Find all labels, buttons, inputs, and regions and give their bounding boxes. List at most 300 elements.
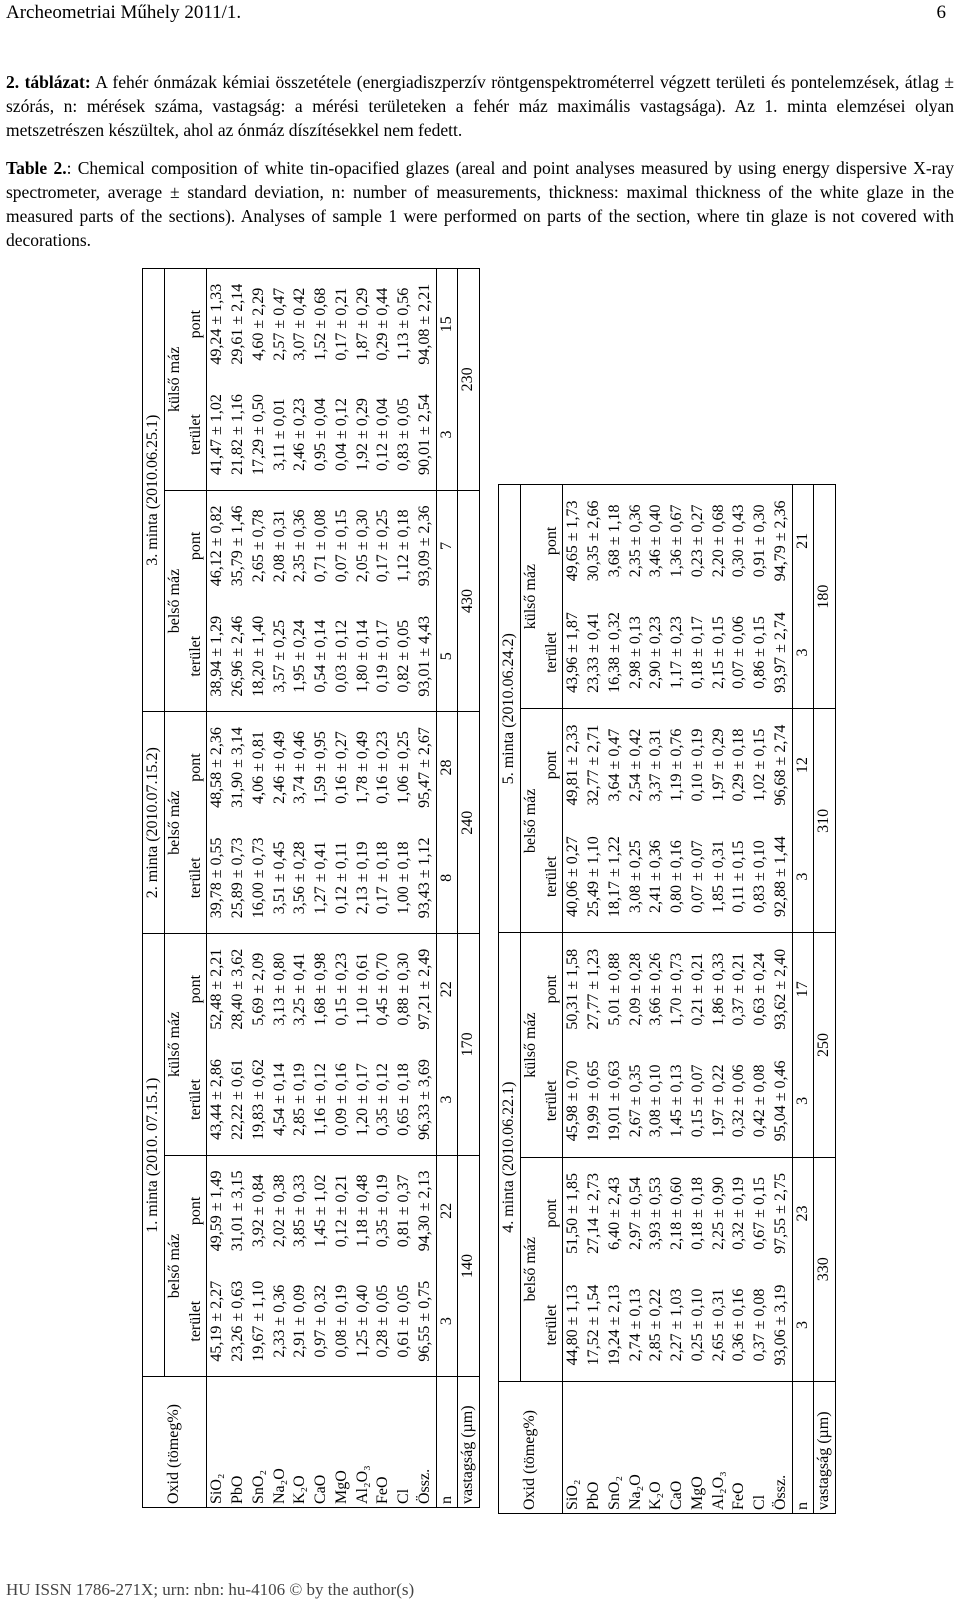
outer-glaze-header: külső máz [165, 346, 183, 413]
table-row [207, 269, 228, 1508]
data-cell: 3,68 ± 1,18 [605, 504, 623, 578]
data-cell: 3,66 ± 0,26 [646, 933, 667, 1045]
data-cell: 0,42 ± 0,08 [751, 1064, 768, 1138]
area-header: terület [542, 597, 563, 709]
n-cell: 17 [792, 933, 814, 1045]
data-cell: 19,01 ± 0,63 [605, 1060, 623, 1142]
data-cell: 44,80 ± 1,13 [564, 1284, 582, 1366]
data-cell: 0,07 ± 0,06 [730, 616, 748, 689]
sample-title: 4. minta (2010.06.22.1) [499, 933, 521, 1381]
n-cell: 3 [792, 821, 814, 933]
data-cell: 1,85 ± 0,31 [709, 840, 727, 914]
data-cell: 0,35 ± 0,12 [374, 1063, 392, 1136]
data-cell: 4,60 ± 2,29 [249, 287, 267, 361]
thickness-cell: 330 [814, 1157, 836, 1381]
data-cell: 1,16 ± 0,12 [312, 1063, 329, 1136]
data-cell: 0,95 ± 0,04 [312, 398, 329, 471]
data-cell: 1,45 ± 1,02 [311, 1155, 332, 1266]
data-cell: 1,25 ± 0,40 [353, 1284, 371, 1358]
data-cell: 0,07 ± 0,07 [688, 840, 706, 914]
data-cell: 3,57 ± 0,25 [270, 619, 288, 693]
thickness-cell: 240 [458, 712, 480, 934]
data-cell: 6,40 ± 2,43 [605, 1157, 626, 1269]
data-cell: 2,02 ± 0,38 [270, 1155, 291, 1266]
table-row [771, 485, 792, 1514]
data-cell: 1,02 ± 0,15 [750, 709, 771, 821]
data-cell: 2,20 ± 0,68 [709, 504, 727, 578]
data-cell: 16,00 ± 0,73 [249, 837, 267, 919]
data-cell: 0,11 ± 0,15 [730, 840, 748, 913]
data-cell: 0,17 ± 0,18 [374, 841, 392, 915]
area-header: terület [186, 601, 207, 712]
thickness-cell: 250 [814, 933, 836, 1157]
data-cell: 1,78 ± 0,49 [353, 712, 374, 823]
table-row [584, 485, 605, 1514]
row-label: FeO [373, 1377, 394, 1508]
data-cell: 0,37 ± 0,08 [751, 1288, 768, 1362]
data-cell: 48,58 ± 2,36 [207, 712, 228, 823]
area-header: terület [186, 1044, 207, 1155]
point-header: pont [186, 934, 207, 1045]
n-cell: 3 [436, 1266, 458, 1377]
thickness-label: vastagság (µm) [458, 1377, 480, 1508]
data-cell: 2,90 ± 0,23 [647, 616, 665, 689]
row-label: MgO [688, 1381, 709, 1513]
data-cell: 0,29 ± 0,18 [729, 709, 750, 821]
data-cell: 0,32 ± 0,19 [729, 1157, 750, 1269]
data-cell: 5,01 ± 0,88 [605, 933, 626, 1045]
data-cell: 0,12 ± 0,21 [332, 1155, 353, 1266]
data-cell: 1,52 ± 0,68 [312, 287, 329, 361]
data-cell: 2,35 ± 0,36 [626, 504, 644, 578]
n-cell: 21 [792, 485, 814, 597]
data-cell: 93,62 ± 2,40 [771, 933, 792, 1045]
table-row [667, 485, 688, 1514]
n-cell: 3 [436, 1044, 458, 1155]
data-cell: 0,17 ± 0,21 [332, 287, 350, 361]
row-label: Össz. [415, 1377, 436, 1508]
data-cell: 2,35 ± 0,36 [290, 490, 311, 601]
data-cell: 0,25 ± 0,10 [688, 1288, 706, 1362]
data-cell: 29,61 ± 2,14 [229, 283, 246, 365]
data-cell: 0,04 ± 0,12 [332, 398, 350, 471]
data-table [498, 484, 836, 1514]
data-cell: 1,10 ± 0,61 [353, 934, 374, 1045]
point-header: pont [186, 712, 207, 823]
data-cell: 31,90 ± 3,14 [228, 712, 249, 823]
data-cell: 3,13 ± 0,80 [270, 934, 291, 1045]
thickness-cell: 430 [458, 490, 480, 712]
data-cell: 23,26 ± 0,63 [229, 1280, 246, 1362]
data-cell: 0,07 ± 0,15 [332, 490, 353, 601]
data-cell: 1,92 ± 0,29 [353, 398, 371, 471]
oxid-header: Oxid (tömeg%) [499, 1381, 563, 1513]
table-row [563, 485, 584, 1514]
n-cell: 12 [792, 709, 814, 821]
data-cell: 95,47 ± 2,67 [415, 712, 436, 823]
data-cell: 41,47 ± 1,02 [208, 394, 226, 475]
data-cell: 93,06 ± 3,19 [771, 1284, 789, 1366]
data-cell: 0,09 ± 0,16 [332, 1063, 350, 1136]
data-cell: 40,06 ± 0,27 [564, 836, 582, 918]
data-cell: 90,01 ± 2,54 [415, 394, 433, 475]
point-header: pont [542, 709, 563, 821]
row-label: Na₂O [270, 1377, 291, 1508]
data-cell: 0,61 ± 0,05 [395, 1284, 412, 1358]
data-cell: 0,35 ± 0,19 [373, 1155, 394, 1266]
caption-english-text: : Chemical composition of white tin-opacified glazes (areal and point analyses measured by using energy dispersive X-ray spectrometer, average ± standard deviation, n: number of measurements, thickness: maximal thickness of the white glaze in the measured parts of the sections). Analyses of sample 1 were performed on parts of the section, where tin glaze is not covered with decorations. [6, 158, 954, 250]
outer-glaze-header: külső máz [520, 933, 541, 1157]
data-cell: 49,24 ± 1,33 [208, 283, 226, 365]
journal-header: Archeometriai Műhely 2011/1. [6, 2, 242, 23]
data-cell: 2,57 ± 0,47 [270, 287, 288, 361]
data-cell: 3,93 ± 0,53 [646, 1157, 667, 1269]
data-cell: 49,65 ± 1,73 [564, 500, 582, 582]
data-cell: 2,74 ± 0,13 [626, 1288, 644, 1362]
data-cell: 0,18 ± 0,18 [688, 1157, 709, 1269]
data-cell: 19,83 ± 0,62 [249, 1059, 267, 1140]
data-cell: 2,85 ± 0,19 [291, 1063, 309, 1136]
data-cell: 2,98 ± 0,13 [626, 616, 644, 689]
table-row [373, 269, 394, 1508]
data-cell: 0,97 ± 0,32 [312, 1284, 329, 1358]
data-cell: 1,97 ± 0,22 [709, 1064, 727, 1138]
data-cell: 0,19 ± 0,17 [374, 619, 392, 693]
data-cell: 0,81 ± 0,37 [394, 1155, 415, 1266]
table-row [605, 485, 626, 1514]
data-cell: 46,12 ± 0,82 [207, 490, 228, 601]
table-samples-4-5 [498, 484, 836, 1514]
table-samples-1-3 [142, 268, 480, 1508]
row-label: CaO [311, 1377, 332, 1508]
row-label: CaO [667, 1381, 688, 1513]
data-cell: 0,45 ± 0,70 [373, 934, 394, 1045]
data-cell: 3,56 ± 0,28 [291, 841, 309, 915]
data-cell: 0,65 ± 0,18 [395, 1063, 412, 1136]
data-cell: 1,19 ± 0,76 [667, 709, 688, 821]
oxid-header: Oxid (tömeg%) [143, 1377, 207, 1508]
data-cell: 2,33 ± 0,36 [270, 1284, 288, 1358]
data-cell: 0,10 ± 0,19 [688, 709, 709, 821]
data-cell: 96,33 ± 3,69 [415, 1059, 433, 1140]
data-cell: 0,82 ± 0,05 [395, 619, 412, 693]
row-label: SnO₂ [249, 1377, 270, 1508]
data-cell: 18,20 ± 1,40 [249, 615, 267, 697]
table-samples-1-3-wrapper [142, 268, 477, 1508]
caption-english-label: Table 2. [6, 158, 67, 178]
data-cell: 25,49 ± 1,10 [585, 836, 602, 918]
caption-english [6, 156, 954, 252]
table-row [626, 485, 647, 1514]
data-cell: 43,96 ± 1,87 [564, 612, 582, 693]
data-cell: 0,36 ± 0,16 [730, 1288, 748, 1362]
data-cell: 1,68 ± 0,98 [311, 934, 332, 1045]
data-cell: 1,06 ± 0,25 [394, 712, 415, 823]
n-cell: 23 [792, 1157, 814, 1269]
data-cell: 2,85 ± 0,22 [647, 1288, 665, 1362]
data-cell: 1,45 ± 0,13 [668, 1064, 685, 1138]
data-cell: 26,96 ± 2,46 [229, 615, 246, 697]
data-cell: 97,55 ± 2,75 [771, 1157, 792, 1269]
data-cell: 92,88 ± 1,44 [771, 836, 789, 918]
data-cell: 16,38 ± 0,32 [605, 612, 623, 693]
data-cell: 93,97 ± 2,74 [771, 612, 789, 693]
data-cell: 1,17 ± 0,23 [668, 616, 685, 689]
point-header: pont [186, 1155, 207, 1266]
table-row [353, 269, 374, 1508]
point-header: pont [542, 933, 563, 1045]
data-cell: 2,54 ± 0,42 [626, 709, 647, 821]
data-cell: 27,77 ± 1,23 [584, 933, 605, 1045]
data-cell: 3,37 ± 0,31 [646, 709, 667, 821]
area-header: terület [186, 1266, 207, 1377]
row-label: PbO [228, 1377, 249, 1508]
data-cell: 93,09 ± 2,36 [415, 490, 436, 601]
point-header: pont [542, 485, 563, 597]
footer-issn: HU ISSN 1786-271X; urn: nbn: hu-4106 © by the author(s) [6, 1580, 415, 1599]
data-cell: 32,77 ± 2,71 [584, 709, 605, 821]
n-cell: 28 [436, 712, 458, 823]
thickness-cell: 170 [458, 934, 480, 1156]
row-label: PbO [584, 1381, 605, 1513]
data-cell: 0,91 ± 0,30 [751, 504, 768, 578]
data-cell: 0,15 ± 0,07 [688, 1064, 706, 1138]
table-row [249, 269, 270, 1508]
sample-title: 1. minta (2010. 07.15.1) [143, 934, 165, 1377]
data-cell: 2,27 ± 1,03 [668, 1288, 685, 1362]
area-header: terület [542, 1045, 563, 1157]
data-cell: 0,23 ± 0,27 [688, 504, 706, 578]
data-cell: 23,33 ± 0,41 [585, 612, 602, 693]
data-cell: 2,97 ± 0,54 [626, 1157, 647, 1269]
inner-glaze-header: belső máz [164, 712, 185, 934]
data-cell: 0,30 ± 0,43 [730, 504, 748, 578]
data-cell: 19,67 ± 1,10 [249, 1280, 267, 1362]
data-table [142, 268, 480, 1508]
data-cell: 50,31 ± 1,58 [563, 933, 584, 1045]
data-cell: 3,46 ± 0,40 [647, 504, 665, 578]
row-label: K₂O [646, 1381, 667, 1513]
data-cell: 52,48 ± 2,21 [207, 934, 228, 1045]
data-cell: 0,29 ± 0,44 [374, 287, 392, 361]
row-label: Cl [750, 1381, 771, 1513]
n-cell: 7 [436, 490, 458, 601]
point-header: pont [186, 490, 207, 601]
table-row [270, 269, 291, 1508]
row-label: SnO₂ [605, 1381, 626, 1513]
data-cell: 0,21 ± 0,21 [688, 933, 709, 1045]
inner-glaze-header: belső máz [520, 709, 541, 933]
area-header: terület [542, 1269, 563, 1381]
data-cell: 0,67 ± 0,15 [750, 1157, 771, 1269]
data-cell: 43,44 ± 2,86 [208, 1059, 226, 1140]
n-cell: 3 [436, 379, 458, 490]
data-cell: 93,43 ± 1,12 [415, 837, 433, 919]
data-cell: 17,52 ± 1,54 [585, 1284, 602, 1366]
data-cell: 0,32 ± 0,06 [730, 1064, 748, 1138]
sample-title: 5. minta (2010.06.24.2) [499, 485, 521, 933]
data-cell: 4,06 ± 0,81 [249, 712, 270, 823]
data-cell: 2,25 ± 0,90 [709, 1157, 730, 1269]
data-cell: 0,83 ± 0,10 [751, 840, 768, 914]
data-cell: 2,46 ± 0,23 [291, 398, 309, 471]
thickness-cell: 180 [814, 485, 836, 709]
sample-title: 3. minta (2010.06.25.1) [143, 269, 165, 712]
row-label: K₂O [290, 1377, 311, 1508]
data-cell: 94,30 ± 2,13 [415, 1155, 436, 1266]
data-cell: 45,98 ± 0,70 [564, 1060, 582, 1142]
data-cell: 0,08 ± 0,19 [332, 1284, 350, 1358]
data-cell: 94,79 ± 2,36 [771, 500, 789, 582]
data-cell: 0,80 ± 0,16 [668, 840, 685, 914]
n-cell: 3 [792, 597, 814, 709]
data-cell: 30,35 ± 2,66 [585, 500, 602, 582]
data-cell: 31,01 ± 3,15 [228, 1155, 249, 1266]
data-cell: 4,54 ± 0,14 [270, 1063, 288, 1136]
data-cell: 2,65 ± 0,31 [709, 1288, 727, 1362]
data-cell: 1,12 ± 0,18 [394, 490, 415, 601]
data-cell: 1,97 ± 0,29 [709, 709, 730, 821]
row-label: MgO [332, 1377, 353, 1508]
data-cell: 3,51 ± 0,45 [270, 841, 288, 915]
data-cell: 3,08 ± 0,25 [626, 840, 644, 914]
data-cell: 2,13 ± 0,19 [353, 841, 371, 915]
point-header: pont [186, 269, 207, 380]
data-cell: 0,63 ± 0,24 [750, 933, 771, 1045]
page-number: 6 [936, 2, 946, 23]
data-cell: 3,07 ± 0,42 [291, 287, 309, 361]
data-cell: 95,04 ± 0,46 [771, 1060, 789, 1142]
data-cell: 1,13 ± 0,56 [395, 287, 412, 361]
thickness-cell: 140 [458, 1155, 480, 1377]
data-cell: 2,08 ± 0,31 [270, 490, 291, 601]
data-cell: 1,86 ± 0,33 [709, 933, 730, 1045]
table-row [415, 269, 436, 1508]
row-label: SiO₂ [207, 1377, 228, 1508]
data-cell: 0,15 ± 0,23 [332, 934, 353, 1045]
n-label: n [792, 1381, 814, 1513]
data-cell: 0,18 ± 0,17 [688, 616, 706, 689]
data-cell: 3,25 ± 0,41 [290, 934, 311, 1045]
data-cell: 0,16 ± 0,27 [332, 712, 353, 823]
table-row [646, 485, 667, 1514]
data-cell: 97,21 ± 2,49 [415, 934, 436, 1045]
n-cell: 22 [436, 934, 458, 1045]
data-cell: 2,67 ± 0,35 [626, 1064, 644, 1138]
data-cell: 27,14 ± 2,73 [584, 1157, 605, 1269]
data-cell: 1,70 ± 0,73 [667, 933, 688, 1045]
caption-hungarian [6, 70, 954, 142]
thickness-cell: 230 [458, 269, 480, 491]
data-cell: 3,85 ± 0,33 [290, 1155, 311, 1266]
data-cell: 0,17 ± 0,25 [373, 490, 394, 601]
data-cell: 2,41 ± 0,36 [647, 840, 665, 914]
data-cell: 93,01 ± 4,43 [415, 615, 433, 697]
data-cell: 94,08 ± 2,21 [415, 283, 433, 365]
data-cell: 1,18 ± 0,48 [353, 1155, 374, 1266]
data-cell: 51,50 ± 1,85 [563, 1157, 584, 1269]
table-samples-4-5-wrapper [498, 484, 833, 1514]
n-cell: 5 [436, 601, 458, 712]
data-cell: 1,36 ± 0,67 [668, 504, 685, 578]
data-cell: 1,20 ± 0,17 [353, 1063, 371, 1136]
data-cell: 38,94 ± 1,29 [208, 615, 226, 697]
data-cell: 35,79 ± 1,46 [228, 490, 249, 601]
data-cell: 2,65 ± 0,78 [249, 490, 270, 601]
data-cell: 25,89 ± 0,73 [229, 837, 246, 919]
row-label: Na₂O [626, 1381, 647, 1513]
data-cell: 1,27 ± 0,41 [312, 841, 329, 915]
data-cell: 0,54 ± 0,14 [312, 619, 329, 693]
data-cell: 0,12 ± 0,11 [332, 841, 350, 914]
data-cell: 22,22 ± 0,61 [229, 1059, 246, 1140]
data-cell: 96,68 ± 2,74 [771, 709, 792, 821]
data-cell: 1,80 ± 0,14 [353, 619, 371, 693]
outer-glaze-header: külső máz [164, 934, 185, 1156]
n-cell: 8 [436, 823, 458, 934]
data-cell: 28,40 ± 3,62 [228, 934, 249, 1045]
sample-title: 2. minta (2010.07.15.2) [143, 712, 165, 934]
caption-hungarian-label: 2. táblázat: [6, 72, 91, 92]
data-cell: 2,05 ± 0,30 [353, 490, 374, 601]
thickness-label: vastagság (µm) [814, 1381, 836, 1513]
data-cell: 45,19 ± 2,27 [208, 1280, 226, 1362]
inner-glaze-header: belső máz [520, 1157, 541, 1381]
data-cell: 0,71 ± 0,08 [311, 490, 332, 601]
data-cell: 5,69 ± 2,09 [249, 934, 270, 1045]
data-cell: 49,81 ± 2,33 [563, 709, 584, 821]
data-cell: 17,29 ± 0,50 [249, 394, 267, 475]
data-cell: 3,08 ± 0,10 [647, 1064, 665, 1138]
table-row [709, 485, 730, 1514]
data-cell: 19,99 ± 0,65 [585, 1060, 602, 1142]
data-cell: 1,59 ± 0,95 [311, 712, 332, 823]
data-cell: 49,59 ± 1,49 [207, 1155, 228, 1266]
row-label: SiO₂ [563, 1381, 584, 1513]
outer-glaze-header: külső máz [521, 563, 539, 630]
data-cell: 3,92 ± 0,84 [249, 1155, 270, 1266]
data-cell: 0,88 ± 0,30 [394, 934, 415, 1045]
n-cell: 3 [792, 1045, 814, 1157]
table-row [394, 269, 415, 1508]
data-cell: 0,12 ± 0,04 [374, 398, 392, 471]
data-cell: 21,82 ± 1,16 [229, 394, 246, 475]
table-row [311, 269, 332, 1508]
thickness-cell: 310 [814, 709, 836, 933]
data-cell: 0,16 ± 0,23 [373, 712, 394, 823]
data-cell: 96,55 ± 0,75 [415, 1280, 433, 1362]
table-row [228, 269, 249, 1508]
data-cell: 19,24 ± 2,13 [605, 1284, 623, 1366]
data-cell: 3,74 ± 0,46 [290, 712, 311, 823]
area-header: terület [542, 821, 563, 933]
data-cell: 2,18 ± 0,60 [667, 1157, 688, 1269]
row-label: Al₂O₃ [353, 1377, 374, 1508]
n-cell: 3 [792, 1269, 814, 1381]
data-cell: 39,78 ± 0,55 [208, 837, 226, 919]
n-cell: 22 [436, 1155, 458, 1266]
row-label: Cl [394, 1377, 415, 1508]
data-cell: 0,83 ± 0,05 [395, 398, 412, 471]
data-cell: 0,03 ± 0,12 [332, 619, 350, 693]
data-cell: 3,11 ± 0,01 [270, 398, 288, 471]
row-label: FeO [729, 1381, 750, 1513]
data-cell: 18,17 ± 1,22 [605, 836, 623, 918]
data-cell: 1,87 ± 0,29 [353, 287, 371, 361]
data-cell: 0,37 ± 0,21 [729, 933, 750, 1045]
caption-hungarian-text: A fehér ónmázak kémiai összetétele (energiadiszperzív röntgenspektrométerrel végzett területi és pontelemzések, átlag ± szórás, n: mérések száma, vastagság: a mérési területeken a fehér máz maximális vastagsága). Az 1. minta elemzései olyan metszetrészen készültek, ahol az ónmáz díszítésekkel nem fedett. [6, 72, 954, 140]
point-header: pont [542, 1157, 563, 1269]
